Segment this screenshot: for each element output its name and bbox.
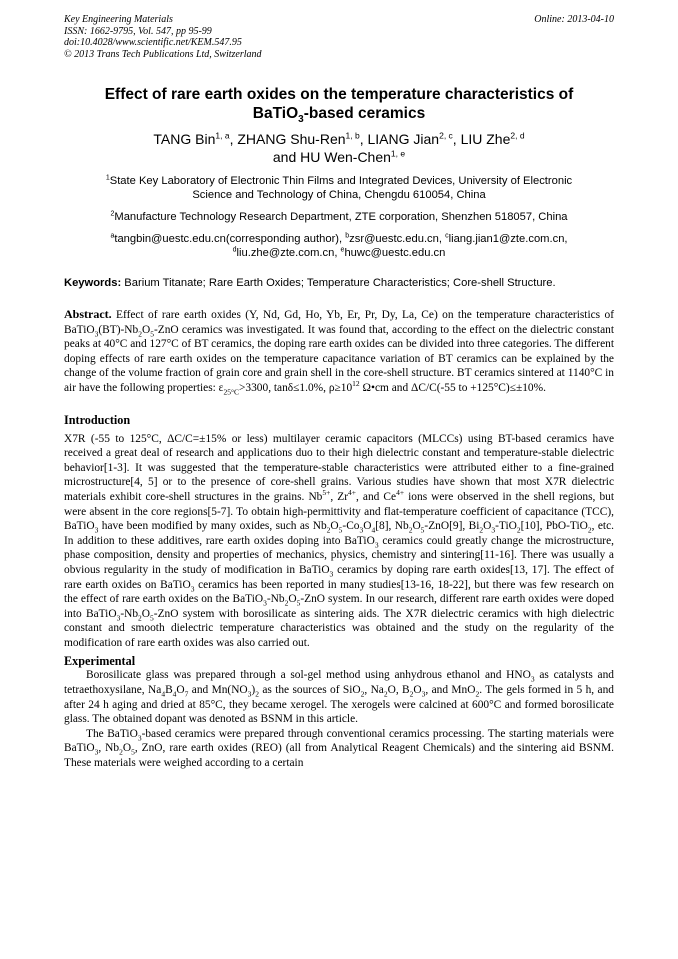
author-list: TANG Bin$^{1, a}$, ZHANG Shu-Ren$^{1, b}$, LIANG Jian$^{2, c}$, LIU Zhe$^{2, d}$ and HU Wen-Chen$^{1, e}$: [153, 130, 525, 165]
doi-line[interactable]: doi:10.4028/www.scientific.net/KEM.547.95: [64, 37, 242, 48]
keywords-label: Keywords:: [64, 277, 122, 289]
abstract-label: Abstract.: [64, 307, 112, 321]
journal-name: Key Engineering Materials: [64, 14, 173, 25]
issn-line: ISSN: 1662-9795, Vol. 547, pp 95-99: [64, 25, 212, 37]
author-4: , LIU Zhe: [452, 131, 511, 147]
email-e[interactable]: huwc@uestc.edu.cn: [344, 247, 446, 259]
online-date: Online: 2013-04-10: [534, 14, 614, 25]
affiliation-1: $^1$State Key Laboratory of Electronic Thin Films and Integrated Devices, University of Electronic Science and Technology of China, Chengdu 610054, China: [105, 174, 573, 201]
title-line-1: Effect of rare earth oxides on the temperature characteristics of: [104, 86, 574, 103]
email-c[interactable]: liang.jian1@zte.com.cn,: [448, 233, 568, 245]
journal-info: [64, 14, 262, 60]
author-2: , ZHANG Shu-Ren: [229, 131, 346, 147]
keywords: [64, 276, 614, 290]
email-d[interactable]: liu.zhe@zte.com.cn,: [236, 247, 341, 259]
email-a[interactable]: tangbin@uestc.edu.cn(corresponding author),: [114, 233, 346, 245]
author-1: TANG Bin: [153, 131, 216, 147]
abstract: Abstract. Effect of rare earth oxides (Y, Nd, Gd, Ho, Yb, Er, Pr, Dy, La, Ce) on the temperature characteristics of $BaTiO_3(BT)-Nb_2O_5$-ZnO ceramics was investigated. It was found that, according to the effect on the dielectric constant peaks at 40°C and 127°C of BT ceramics, the doping rare earth oxides can be divided into three categories. The different doping effects of rare earth oxides on the temperature capacitance variation of BT ceramics can be explained by the change of the volume fraction of grain core and grain shell in the core-shell structure. BT ceramics sintered at 1140°C in air have the following properties: $\varepsilon_{25^\circ C}>3300$, tanδ≤1.0%, $\rho\ge 10^{12}$ Ω•cm and ΔC/C(-55 to +125°C)≤±10%.: [64, 307, 614, 397]
journal-header: [64, 14, 614, 60]
introduction-heading: Introduction: [64, 412, 131, 427]
experimental-paragraph-1: Borosilicate glass was prepared through a sol-gel method using anhydrous ethanol and $HNO_3$ as catalysts and tetraethoxysilane, $Na_4B_4O_7$ and $Mn(NO_3)_2$ as the sources of SiO$_2$, $Na_2O$, $B_2O_3$, and MnO$_2$. The gels formed in 5 h, and after 24 h aging and dried at 85°C, they became xerogel. The xerogels were calcined at 600°C and formed borosilicate glass. The obtained dopant was denoted as BSNM in this article.: [64, 669, 615, 726]
paper-page: [64, 14, 614, 771]
affiliation-2: $^2$Manufacture Technology Research Department, ZTE corporation, Shenzhen 518057, China: [110, 210, 568, 223]
email-b[interactable]: zsr@uestc.edu.cn,: [349, 233, 446, 245]
keywords-text: Barium Titanate; Rare Earth Oxides; Temperature Characteristics; Core-shell Structure.: [121, 277, 556, 289]
introduction-paragraph: X7R (-55 to 125°C, ΔC/C=±15% or less) multilayer ceramic capacitors (MLCCs) using BT-based ceramics have received a great deal of research and applications duo to their high dielectric constant and temperature-stable dielectric behavior[1-3]. It was suggested that the temperature-stable characteristics were attributed either to a fine-grained microstructure[4, 5] or to the presence of core-shell grains. Various studies have shown that most X7R dielectric materials exhibit core-shell structures in the grains. $Nb^{5+}$, $Zr^{4+}$, and $Ce^{4+}$ ions were observed in the shell regions, but were absent in the core regions[5-7]. To obtain high-permittivity and flat-temperature coefficient of capacitance (TCC), BaTiO$_3$ have been modified by many oxides, such as $Nb_2O_5-Co_3O_4[8]$, $Nb_2O_5-ZnO[9]$, $Bi_2O_3-TiO_2[10]$, PbO-TiO$_2$, etc. In addition to these additives, rare earth oxides doping into BaTiO$_3$ ceramics could greatly change the microstructure, phase composition, density and properties of mechanics, physics, chemistry and sintering[11-16]. There was usually a obvious regularity in the study of modification in BaTiO$_3$ ceramics by doping rare earth oxides[13, 17]. The effect of rare earth oxides on BaTiO$_3$ ceramics has been reported in many studies[13-16, 18-22], but there was few research on the effect of rare earth oxides on the $BaTiO_3-Nb_2O_5$-ZnO system. In our research, different rare earth oxides were doped into $BaTiO_3-Nb_2O_5$-ZnO system with borosilicate as sintering aids. The X7R dielectric ceramics with high dielectric constant and smooth dielectric temperature characteristics was obtained and the study on the regularity of the modification of rare earth oxides was also carried out.: [64, 432, 615, 649]
author-5: and HU Wen-Chen: [272, 149, 391, 165]
copyright-line: © 2013 Trans Tech Publications Ltd, Switzerland: [64, 48, 262, 60]
experimental-paragraph-2: The BaTiO$_3$-based ceramics were prepared through conventional ceramics processing. The starting materials were BaTiO$_3$, $Nb_2O_5$, ZnO, rare earth oxides (REO) (all from Analytical Reagent Chemicals) and the sintering aid BSNM. These materials were weighed according to a certain: [64, 727, 614, 770]
experimental-heading: Experimental: [64, 654, 136, 669]
paper-title: [64, 85, 614, 126]
author-3: , LIANG Jian: [359, 131, 440, 147]
author-emails: $^a$tangbin@uestc.edu.cn(corresponding author), $^b$zsr@uestc.edu.cn, $^c$liang.jian1@zte.com.cn, $^d$liu.zhe@zte.com.cn, $^e$huwc@uestc.edu.cn: [110, 232, 568, 259]
title-line-2: BaTiO$_3$-based ceramics: [252, 105, 426, 126]
